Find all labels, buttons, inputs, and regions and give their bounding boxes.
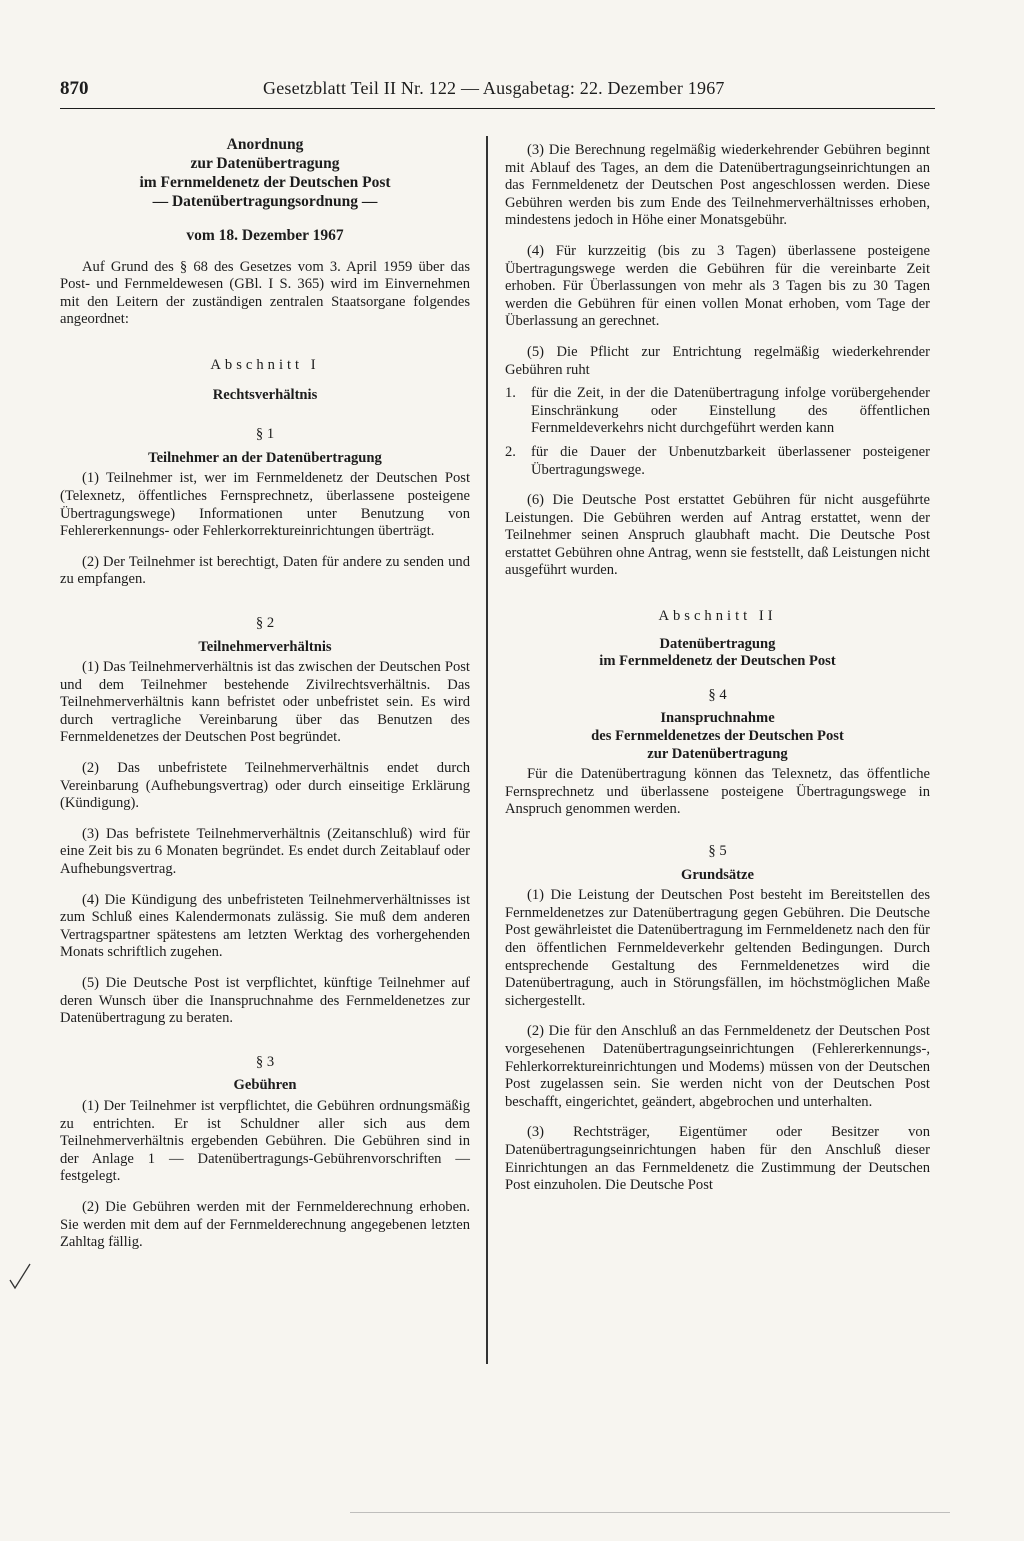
title-line: Anordnung — [226, 136, 304, 153]
paragraph-text: (3) Rechtsträger, Eigentümer oder Besitzer von Datenübertragungseinrichtungen haben für den Anschluß dieser Einrichtungen an das Fernmeldenetz die Zustimmung der Deutschen Post einzuholen. Die Deutsche Post — [505, 1124, 930, 1194]
paragraph-text: (2) Die für den Anschluß an das Fernmeldenetz der Deutschen Post vorgesehenen Datenübertragungseinrichtungen (Fehlererkennungs-, Fehlerkorrektureinrichtungen und Modems) müssen von der Deutschen Post zugelassen sein. Sie werden nicht von der Deutschen Post beschafft, eingerichtet, geändert, abgebrochen und unterhalten. — [505, 1023, 930, 1110]
section-title: im Fernmeldenetz der Deutschen Post — [599, 653, 836, 670]
paragraph-text: (5) Die Pflicht zur Entrichtung regelmäßig wiederkehrender Gebühren ruht — [505, 343, 930, 378]
paragraph-title: Teilnehmerverhältnis — [198, 638, 332, 655]
section-heading: Abschnitt I — [210, 356, 320, 373]
title-line: im Fernmeldenetz der Deutschen Post — [139, 174, 391, 191]
paragraph-text: (6) Die Deutsche Post erstattet Gebühren für nicht ausgeführte Leistungen. Die Gebühren werden auf Antrag erstattet, wenn der Teilnehmer seinen Anspruch glaubhaft macht. Die Deutsche Post erstattet Gebühren ohne Antrag, wenn sie feststellt, daß Leistungen nicht ausgeführt wurden. — [505, 492, 930, 579]
paragraph-sign: § 2 — [255, 614, 275, 631]
title-line: — Datenübertragungsordnung — — [152, 193, 378, 210]
document-date: vom 18. Dezember 1967 — [186, 227, 344, 244]
paragraph-text: (1) Der Teilnehmer ist verpflichtet, die Gebühren ordnungsmäßig zu entrichten. Er ist Schuldner aller sich aus dem Teilnehmerverhältnis ergebenden Gebühren. Die Gebühren sind in der Anlage 1 — Datenübertragungs-Gebührenvorschriften — festgelegt. — [60, 1097, 470, 1185]
paragraph-sign: § 1 — [255, 426, 275, 443]
section-heading: Abschnitt II — [658, 608, 777, 625]
paragraph-text: (2) Der Teilnehmer ist berechtigt, Daten für andere zu senden und zu empfangen. — [60, 553, 470, 588]
left-column — [60, 135, 470, 1252]
paragraph-title: Inanspruchnahme — [660, 710, 775, 727]
page-header — [60, 78, 935, 109]
preamble: Auf Grund des § 68 des Gesetzes vom 3. April 1959 über das Post- und Fernmeldewesen (GBl. I S. 365) wird im Einvernehmen mit den Leitern der zuständigen zentralen Staatsorgane folgendes angeordnet: — [60, 258, 470, 328]
paragraph-title: zur Datenübertragung — [647, 745, 788, 762]
document-title — [60, 135, 470, 211]
paragraph-text: (1) Die Leistung der Deutschen Post besteht im Bereitstellen des Fernmeldenetzes zur Datenübertragung gegen Gebühren. Die Deutsche Post gewährleistet die Datenübertragung im Fernmeldenetz nach den für den öffentlichen Fernmeldeverkehr geltenden Bedingungen. Durch entsprechende Gestaltung des Fernmeldenetzes wird die Datenübertragung, auch in Störungsfällen, im höchstmöglichen Maße sichergestellt. — [505, 887, 930, 1009]
footer-rule — [350, 1512, 950, 1513]
paragraph-text: (3) Die Berechnung regelmäßig wiederkehrender Gebühren beginnt mit Ablauf des Tages, an dem die Datenübertragungseinrichtungen an das Fernmeldenetz der Deutschen Post angeschlossen werden. Diese Gebühren werden bis zum Ende des Teilnehmerverhältnisses erhoben, mindestens jedoch in Höhe einer Monatsgebühr. — [505, 142, 930, 229]
paragraph-title: Teilnehmer an der Datenübertragung — [148, 449, 382, 466]
paragraph-sign: § 5 — [708, 843, 727, 859]
page-number: 870 — [60, 78, 89, 99]
column-divider — [486, 136, 488, 1364]
list-number: 1. — [505, 385, 516, 402]
paragraph-title: Gebühren — [233, 1077, 297, 1094]
paragraph-text: (3) Das befristete Teilnehmerverhältnis (Zeitanschluß) wird für eine Zeit bis zu 6 Monaten begründet. Es endet durch Zeitablauf oder Aufhebungsvertrag. — [60, 825, 470, 878]
paragraph-title: des Fernmeldenetzes der Deutschen Post — [591, 728, 844, 745]
list-text: für die Zeit, in der die Datenübertragung infolge vorübergehender Einschränkung oder Einstellung des öffentlichen Fernmeldeverkehrs nicht durchgeführt werden kann — [531, 385, 930, 437]
paragraph-text: (4) Die Kündigung des unbefristeten Teilnehmerverhältnisses ist zum Schluß eines Kalendermonats zulässig. Sie muß dem anderen Vertragspartner spätestens am letzten Werktag des vorhergehenden Monats schriftlich zugehen. — [60, 891, 470, 961]
list-item — [505, 385, 930, 438]
paragraph-text: (4) Für kurzzeitig (bis zu 3 Tagen) überlassene posteigene Übertragungswege werden die Gebühren für die vereinbarte Zeit erhoben. Für Überlassungen von mehr als 3 Tagen bis zu 30 Tagen werden die Gebühren für einen vollen Monat erhoben, vom Tage der Überlassung an gerechnet. — [505, 242, 930, 330]
header-title: Gesetzblatt Teil II Nr. 122 — Ausgabetag: 22. Dezember 1967 — [263, 78, 725, 98]
list-number: 2. — [505, 443, 516, 460]
paragraph-title: Grundsätze — [681, 866, 754, 883]
paragraph-sign: § 3 — [255, 1053, 275, 1070]
right-column — [505, 142, 930, 1195]
title-line: zur Datenübertragung — [190, 155, 340, 172]
paragraph-text: (2) Die Gebühren werden mit der Fernmelderechnung erhoben. Sie werden mit dem auf der Fernmelderechnung angegebenen letzten Zahltag fällig. — [60, 1198, 470, 1251]
list-text: für die Dauer der Unbenutzbarkeit überlassener posteigener Übertragungswege. — [531, 443, 930, 478]
margin-checkmark-icon — [8, 1262, 32, 1292]
section-title: Datenübertragung — [659, 635, 776, 652]
paragraph-text: (2) Das unbefristete Teilnehmerverhältnis endet durch Vereinbarung (Aufhebungsvertrag) oder durch einseitige Erklärung (Kündigung). — [60, 760, 470, 812]
list-item — [505, 444, 930, 479]
section-title: Rechtsverhältnis — [212, 386, 318, 403]
paragraph-text: (5) Die Deutsche Post ist verpflichtet, künftige Teilnehmer auf deren Wunsch über die Inanspruchnahme des Fernmeldenetzes zur Datenübertragung zu beraten. — [60, 975, 470, 1027]
paragraph-sign: § 4 — [708, 686, 727, 703]
paragraph-text: (1) Das Teilnehmerverhältnis ist das zwischen der Deutschen Post und dem Teilnehmer bestehende Zivilrechtsverhältnis. Das Teilnehmerverhältnis kann befristet oder unbefristet sein. Es wird durch vertragliche Vereinbarung über das Benutzen des Fernmeldenetzes der Deutschen Post begründet. — [60, 659, 470, 746]
paragraph-text: (1) Teilnehmer ist, wer im Fernmeldenetz der Deutschen Post (Telexnetz, öffentliches Fernsprechnetz, überlassene posteigene Übertragungswege) Informationen unter Benutzung von Fehlererkennungs- oder Fehlerkorrektureinrichtungen überträgt. — [60, 470, 470, 540]
paragraph-text: Für die Datenübertragung können das Telexnetz, das öffentliche Fernsprechnetz und überlassene posteigene Übertragungswege in Anspruch genommen werden. — [505, 766, 930, 818]
